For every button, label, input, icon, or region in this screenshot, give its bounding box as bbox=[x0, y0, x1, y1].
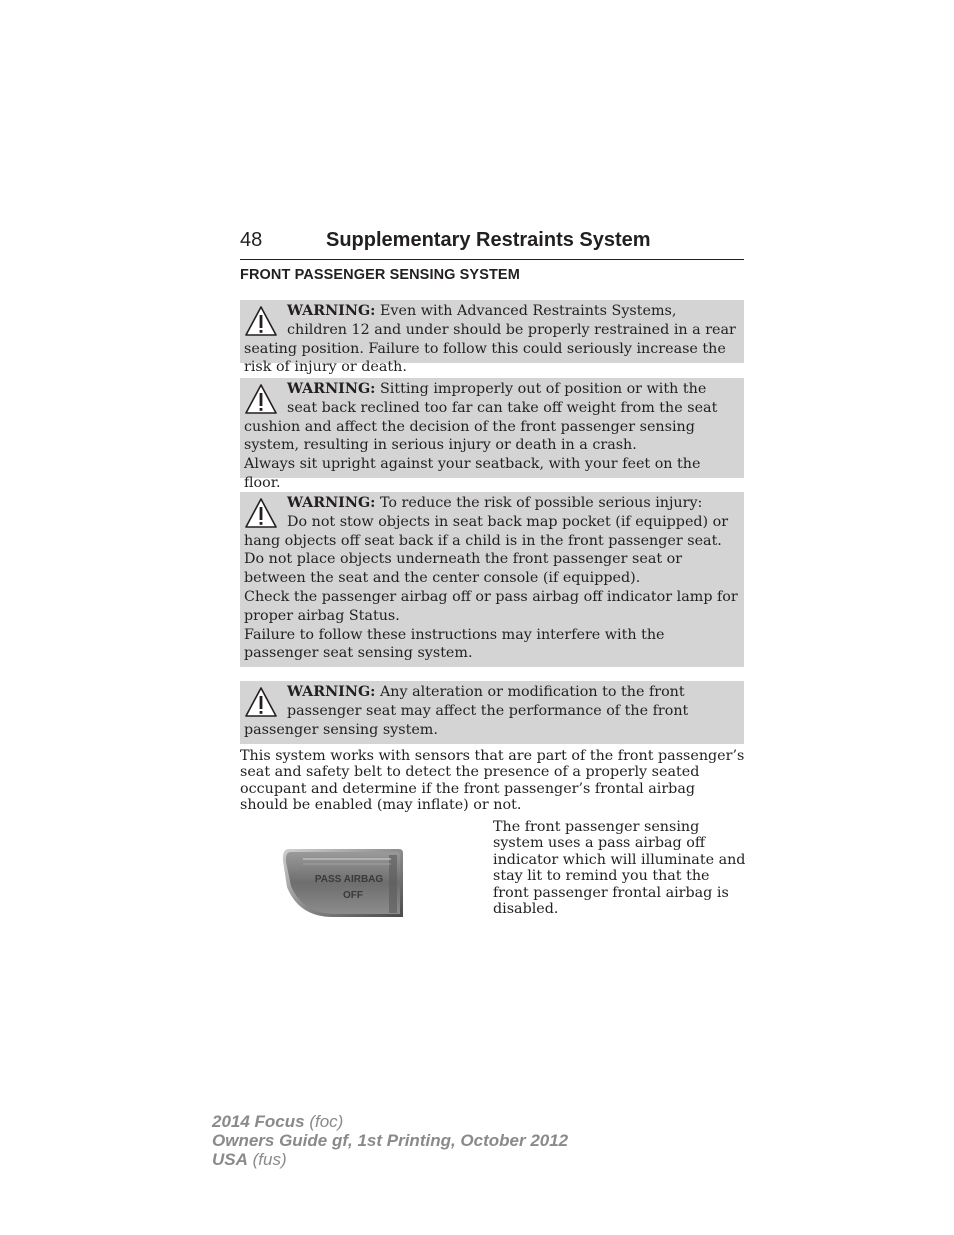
footer-model: 2014 Focus bbox=[212, 1112, 305, 1131]
warning-triangle-icon bbox=[244, 497, 278, 531]
warning-text bbox=[244, 494, 740, 513]
footer-region: USA bbox=[212, 1150, 248, 1169]
warning-triangle-icon bbox=[244, 305, 278, 339]
warning-body: Any alteration or modification to the front passenger seat may affect the performance of the front passenger sensing system. bbox=[244, 684, 689, 738]
warning-triangle-icon bbox=[244, 686, 278, 720]
warning-text bbox=[244, 380, 740, 455]
warning-label: WARNING: bbox=[287, 303, 376, 319]
warning-label: WARNING: bbox=[287, 381, 376, 397]
footer-guide: Owners Guide gf, 1st Printing, October 2012 bbox=[212, 1131, 569, 1150]
indicator-description: The front passenger sensing system uses a pass airbag off indicator which will illuminate and stay lit to remind you that the front passenger frontal airbag is disabled. bbox=[493, 819, 746, 918]
section-title: FRONT PASSENGER SENSING SYSTEM bbox=[240, 267, 520, 283]
warning-extra-line: Always sit upright against your seatback, with your feet on the floor. bbox=[244, 456, 701, 491]
warning-extra-line: Check the passenger airbag off or pass airbag off indicator lamp for proper airbag Status. bbox=[244, 588, 738, 624]
warning-body: Sitting improperly out of position or with the seat back reclined too far can take off weight from the seat cushion and affect the decision of the front passenger sensing system, resulting in serious injury or death in a crash. bbox=[244, 381, 718, 454]
warning-extra-line: Failure to follow these instructions may interfere with the passenger seat sensing system. bbox=[244, 626, 665, 662]
warning-extra-line: Do not stow objects in seat back map pocket (if equipped) or hang objects off seat back if a child is in the front passenger seat. bbox=[244, 513, 729, 549]
footer-region-code: (fus) bbox=[252, 1150, 287, 1169]
indicator-label-line2: OFF bbox=[343, 890, 363, 901]
warning-box bbox=[240, 492, 744, 667]
warning-label: WARNING: bbox=[287, 684, 376, 700]
page-header bbox=[240, 229, 744, 260]
pass-airbag-off-indicator-image bbox=[281, 847, 405, 919]
warning-text bbox=[244, 302, 740, 377]
page-footer bbox=[212, 1112, 568, 1169]
warning-label: WARNING: bbox=[287, 495, 376, 511]
chapter-title: Supplementary Restraints System bbox=[326, 229, 651, 251]
body-paragraph: This system works with sensors that are part of the front passenger’s seat and safety belt to detect the presence of a properly seated occupant and determine if the front passenger’s frontal airbag should be enabled (may inflate) or not. bbox=[240, 748, 745, 814]
page-number: 48 bbox=[240, 229, 263, 251]
warning-body: To reduce the risk of possible serious injury: bbox=[375, 495, 703, 511]
warning-box bbox=[240, 300, 744, 376]
indicator-label-line1: PASS AIRBAG bbox=[314, 874, 384, 885]
warning-box bbox=[240, 681, 744, 744]
footer-model-code: (foc) bbox=[309, 1112, 344, 1131]
warning-body: Even with Advanced Restraints Systems, children 12 and under should be properly restrained in a rear seating position. Failure to follow this could seriously increase the risk of injury or death. bbox=[244, 303, 736, 376]
warning-box bbox=[240, 378, 744, 491]
warning-extra-line: Do not place objects underneath the front passenger seat or between the seat and the center console (if equipped). bbox=[244, 551, 683, 587]
warning-text bbox=[244, 683, 740, 739]
warning-triangle-icon bbox=[244, 383, 278, 417]
